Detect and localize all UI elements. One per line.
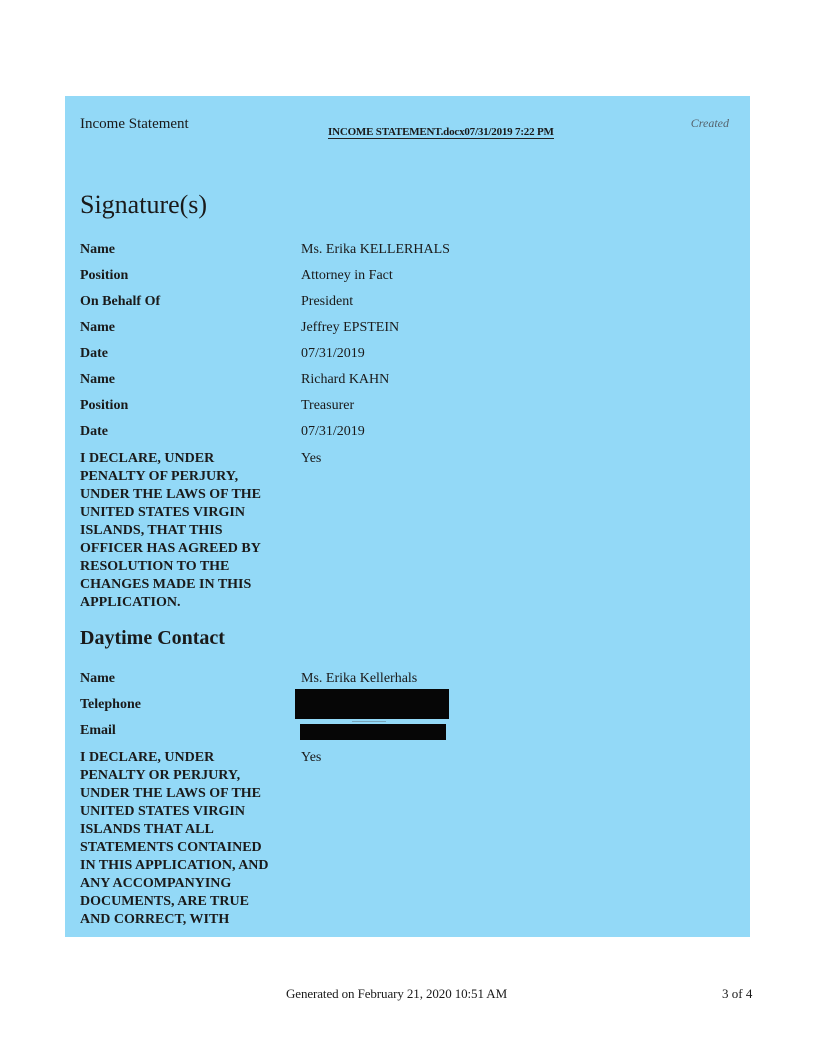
form-panel: [65, 96, 750, 937]
page-number: 3 of 4: [722, 986, 753, 1001]
file-label: INCOME STATEMENT.docx07/31/2019 7:22 PM: [328, 126, 554, 138]
sig-value-date-2: 07/31/2019: [301, 424, 365, 439]
created-stamp: Created: [690, 116, 729, 130]
contact-label-telephone: Telephone: [80, 697, 141, 712]
statement-declaration-value: Yes: [301, 750, 322, 765]
contact-label-email: Email: [80, 723, 116, 738]
daytime-contact-heading: Daytime Contact: [80, 627, 225, 649]
contact-label-name: Name: [80, 671, 115, 686]
sig-value-date: 07/31/2019: [301, 346, 365, 361]
sig-label-name: Name: [80, 242, 115, 257]
sig-label-date-2: Date: [80, 424, 108, 439]
sig-value-name-3: Richard KAHN: [301, 372, 390, 387]
signatures-heading: Signature(s): [80, 190, 208, 219]
sig-value-position-2: Treasurer: [301, 398, 355, 413]
sig-value-name-2: Jeffrey EPSTEIN: [301, 320, 400, 335]
sig-value-on-behalf-of: President: [301, 294, 354, 309]
sig-label-on-behalf-of: On Behalf Of: [80, 294, 161, 309]
sig-value-position: Attorney in Fact: [301, 268, 393, 283]
statement-declaration-label: I DECLARE, UNDER PENALTY OR PERJURY, UNDER THE LAWS OF THE UNITED STATES VIRGIN ISLANDS THAT ALL STATEMENTS CONTAINED IN THIS APPLICATION, AND ANY ACCOMPANYING DOCUMENTS, ARE TRUE AND CORRECT, WITH: [80, 750, 269, 927]
redacted-telephone: [295, 689, 449, 719]
sig-label-date: Date: [80, 346, 108, 361]
redacted-email: [300, 724, 446, 740]
officer-declaration-value: Yes: [301, 451, 322, 466]
contact-value-name: Ms. Erika Kellerhals: [301, 671, 418, 686]
generated-timestamp: Generated on February 21, 2020 10:51 AM: [286, 986, 508, 1001]
sig-label-name-3: Name: [80, 372, 115, 387]
sig-label-position-2: Position: [80, 398, 129, 413]
officer-declaration-label: I DECLARE, UNDER PENALTY OF PERJURY, UNDER THE LAWS OF THE UNITED STATES VIRGIN ISLANDS, THAT THIS OFFICER HAS AGREED BY RESOLUTION TO THE CHANGES MADE IN THIS APPLICATION.: [80, 451, 262, 610]
sig-value-name: Ms. Erika KELLERHALS: [301, 242, 450, 257]
document-title: Income Statement: [80, 116, 189, 132]
sig-label-position: Position: [80, 268, 129, 283]
sig-label-name-2: Name: [80, 320, 115, 335]
